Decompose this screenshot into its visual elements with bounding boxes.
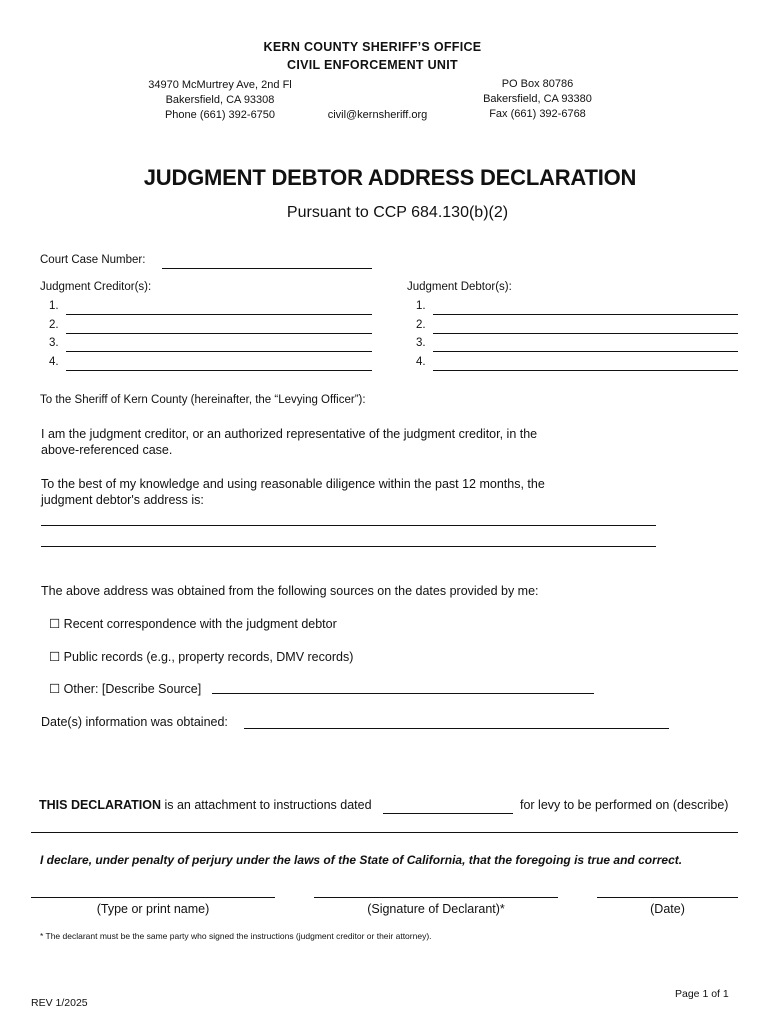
attachment-text: is an attachment to instructions dated (161, 798, 372, 812)
option-correspondence[interactable]: ☐ Recent correspondence with the judgment debtor (49, 617, 337, 631)
address-left-line: 34970 McMurtrey Ave, 2nd Fl (148, 79, 292, 91)
instructions-date-field[interactable] (383, 813, 513, 814)
date-field[interactable] (597, 897, 738, 898)
agency-name: KERN COUNTY SHERIFF’S OFFICE (263, 40, 482, 54)
debtor-field[interactable] (433, 314, 738, 315)
footnote: * The declarant must be the same party who signed the instructions (judgment creditor or their attorney). (40, 931, 432, 941)
attachment-bold: THIS DECLARATION (39, 798, 161, 812)
creditor-field[interactable] (66, 333, 372, 334)
email: civil@kernsheriff.org (327, 109, 428, 121)
creditor-field[interactable] (66, 370, 372, 371)
creditors-label: Judgment Creditor(s): (40, 281, 152, 293)
other-source-field[interactable] (212, 693, 594, 694)
debtor-number: 2. (416, 319, 426, 331)
case-number-field[interactable] (162, 268, 372, 269)
to-sheriff-text: To the Sheriff of Kern County (hereinafter, the “Levying Officer”): (40, 394, 366, 406)
debtors-label: Judgment Debtor(s): (407, 281, 512, 293)
paragraph-line: I am the judgment creditor, or an authorized representative of the judgment creditor, in the (41, 427, 538, 441)
debtor-number: 4. (416, 356, 426, 368)
dates-field[interactable] (244, 728, 669, 729)
page-title: JUDGMENT DEBTOR ADDRESS DECLARATION (143, 165, 637, 190)
address-left-line: Phone (661) 392-6750 (164, 109, 276, 121)
creditor-number: 1. (49, 300, 59, 312)
creditor-number: 4. (49, 356, 59, 368)
levy-description-field[interactable] (31, 832, 738, 833)
debtor-address-field[interactable] (41, 525, 656, 526)
signature-field[interactable] (314, 897, 558, 898)
address-right (455, 77, 620, 122)
page-subtitle: Pursuant to CCP 684.130(b)(2) (286, 204, 509, 221)
debtor-number: 1. (416, 300, 426, 312)
paragraph-line: judgment debtor's address is: (41, 493, 204, 507)
attachment-statement (39, 797, 372, 813)
creditor-number: 2. (49, 319, 59, 331)
option-other[interactable]: ☐ Other: [Describe Source] (49, 682, 202, 696)
page-number: Page 1 of 1 (675, 988, 729, 1000)
address-right-line: PO Box 80786 (501, 78, 574, 90)
debtor-field[interactable] (433, 333, 738, 334)
paragraph-line: above-referenced case. (41, 443, 173, 457)
creditor-field[interactable] (66, 314, 372, 315)
paragraph-line: To the best of my knowledge and using reasonable diligence within the past 12 months, the (41, 477, 545, 491)
sources-intro: The above address was obtained from the following sources on the dates provided by me: (41, 584, 539, 598)
perjury-statement: I declare, under penalty of perjury under the laws of the State of California, that the foregoing is true and correct. (40, 853, 683, 867)
dates-label: Date(s) information was obtained: (41, 715, 228, 729)
date-caption: (Date) (650, 902, 685, 916)
print-name-caption: (Type or print name) (96, 902, 210, 916)
paragraph-representative (41, 426, 537, 458)
revision: REV 1/2025 (31, 997, 88, 1009)
address-left (130, 78, 310, 123)
creditor-number: 3. (49, 337, 59, 349)
debtor-field[interactable] (433, 351, 738, 352)
option-public-records[interactable]: ☐ Public records (e.g., property records, DMV records) (49, 650, 354, 664)
creditor-field[interactable] (66, 351, 372, 352)
unit-name: CIVIL ENFORCEMENT UNIT (287, 58, 458, 72)
case-number-label: Court Case Number: (40, 254, 146, 266)
signature-caption: (Signature of Declarant)* (367, 902, 505, 916)
levy-text: for levy to be performed on (describe) (520, 798, 729, 812)
debtor-field[interactable] (433, 370, 738, 371)
address-left-line: Bakersfield, CA 93308 (165, 94, 275, 106)
address-right-line: Fax (661) 392-6768 (489, 108, 586, 120)
paragraph-diligence (41, 476, 545, 508)
address-right-line: Bakersfield, CA 93380 (483, 93, 592, 105)
print-name-field[interactable] (31, 897, 275, 898)
debtor-number: 3. (416, 337, 426, 349)
debtor-address-field[interactable] (41, 546, 656, 547)
